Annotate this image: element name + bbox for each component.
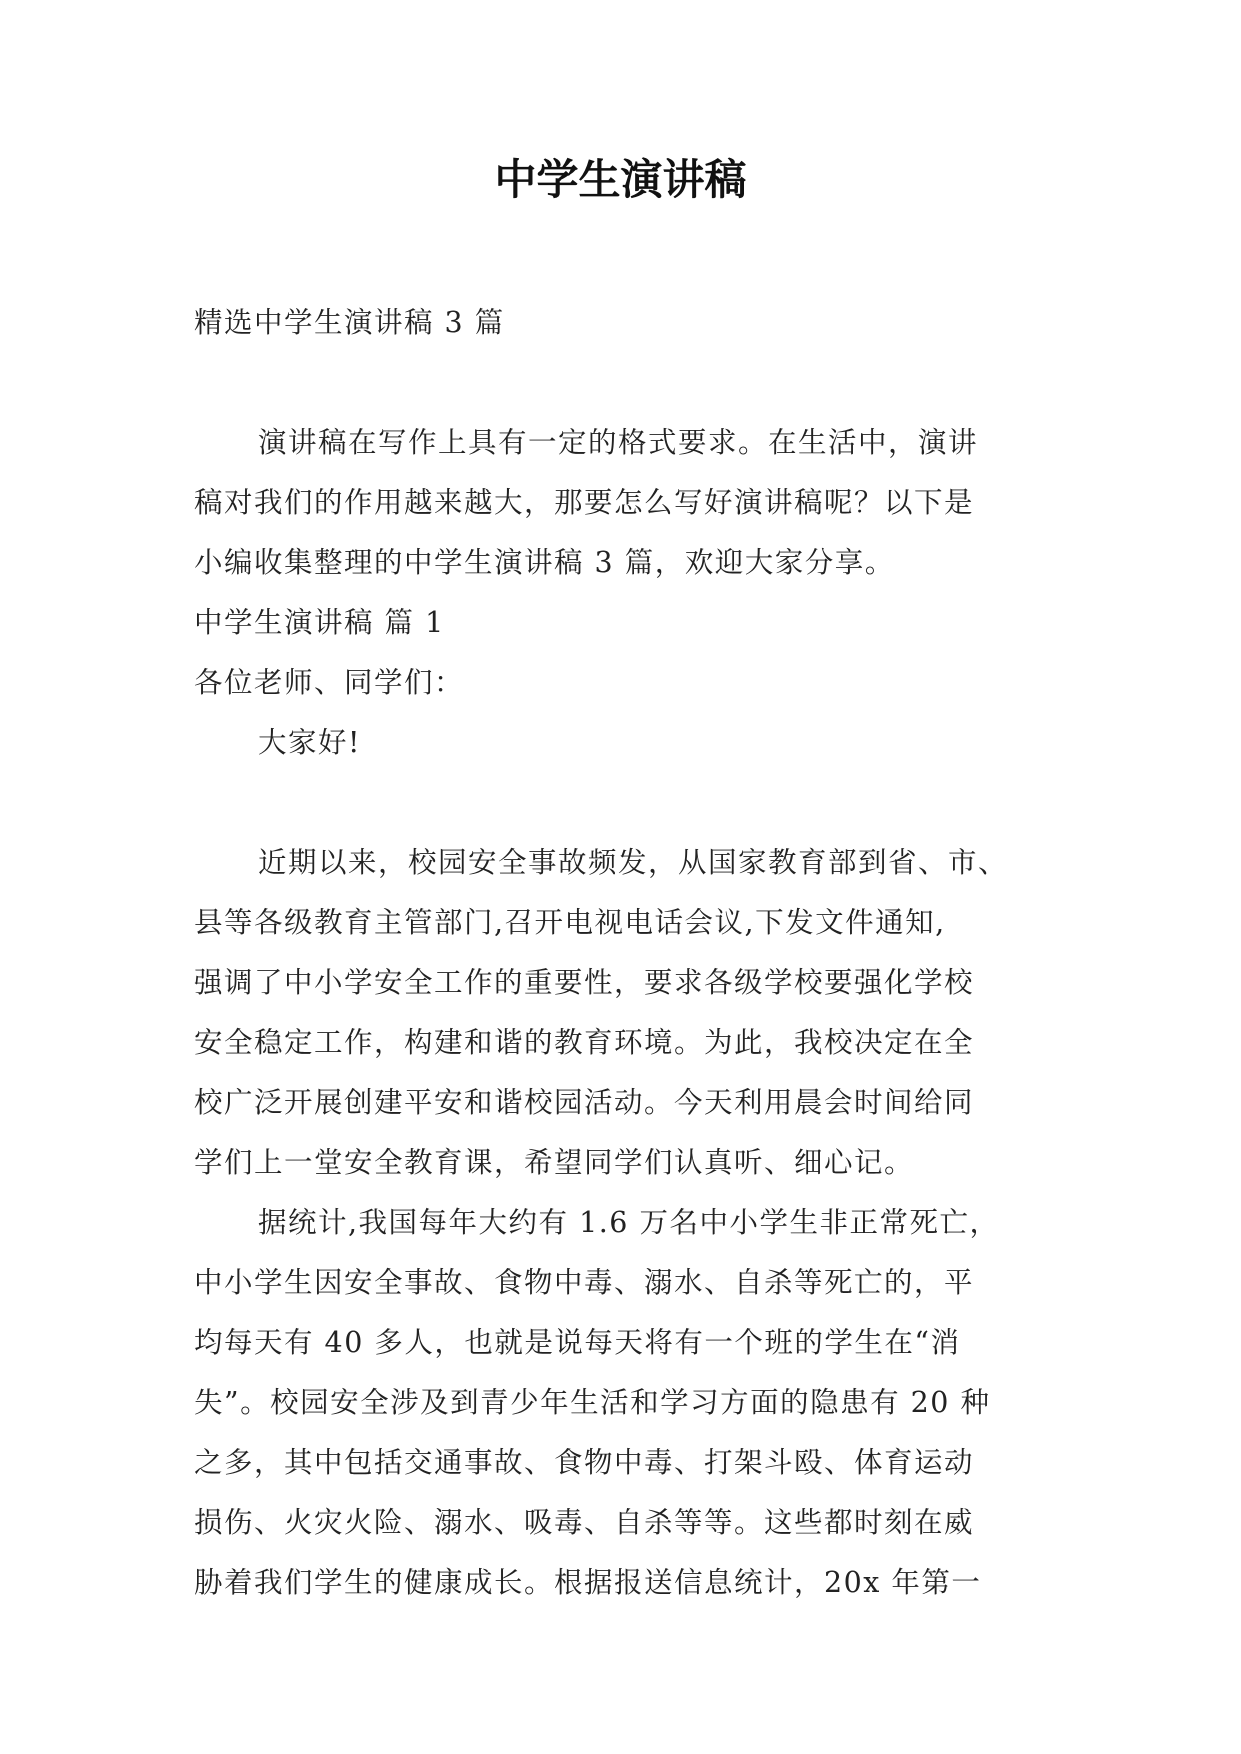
subtitle: 精选中学生演讲稿 3 篇 <box>194 306 505 339</box>
intro-line: 演讲稿在写作上具有一定的格式要求。在生活中，演讲 <box>258 426 979 459</box>
blank-line <box>194 773 1054 833</box>
document-body <box>194 293 1054 1613</box>
paragraph1-line: 强调了中小学安全工作的重要性，要求各级学校要强化学校 <box>194 966 975 999</box>
paragraph2-line: 之多，其中包括交通事故、食物中毒、打架斗殴、体育运动 <box>194 1446 975 1479</box>
blank-line <box>194 353 1054 413</box>
paragraph2-line: 胁着我们学生的健康成长。根据报送信息统计，20x 年第一 <box>194 1566 982 1599</box>
paragraph2-line: 失”。校园安全涉及到青少年生活和学习方面的隐患有 20 种 <box>194 1386 991 1419</box>
document-title: 中学生演讲稿 <box>494 155 747 204</box>
section-heading: 中学生演讲稿 篇 1 <box>194 606 445 639</box>
greeting: 大家好! <box>258 726 361 759</box>
paragraph1-line: 县等各级教育主管部门,召开电视电话会议,下发文件通知, <box>194 906 946 939</box>
paragraph2-line: 均每天有 40 多人，也就是说每天将有一个班的学生在“消 <box>194 1326 961 1359</box>
paragraph1-line: 安全稳定工作，构建和谐的教育环境。为此，我校决定在全 <box>194 1026 975 1059</box>
paragraph2-line: 中小学生因安全事故、食物中毒、溺水、自杀等死亡的，平 <box>194 1266 975 1299</box>
paragraph1-line: 校广泛开展创建平安和谐校园活动。今天利用晨会时间给同 <box>194 1086 975 1119</box>
paragraph1-line: 学们上一堂安全教育课，希望同学们认真听、细心记。 <box>194 1146 915 1179</box>
intro-line: 稿对我们的作用越来越大，那要怎么写好演讲稿呢？以下是 <box>194 486 975 519</box>
paragraph1-line: 近期以来，校园安全事故频发，从国家教育部到省、市、 <box>258 846 1009 879</box>
salutation: 各位老师、同学们： <box>194 666 465 699</box>
paragraph2-line: 据统计,我国每年大约有 1.6 万名中小学生非正常死亡， <box>258 1206 1000 1239</box>
intro-line: 小编收集整理的中学生演讲稿 3 篇，欢迎大家分享。 <box>194 546 895 579</box>
paragraph2-line: 损伤、火灾火险、溺水、吸毒、自杀等等。这些都时刻在威 <box>194 1506 975 1539</box>
